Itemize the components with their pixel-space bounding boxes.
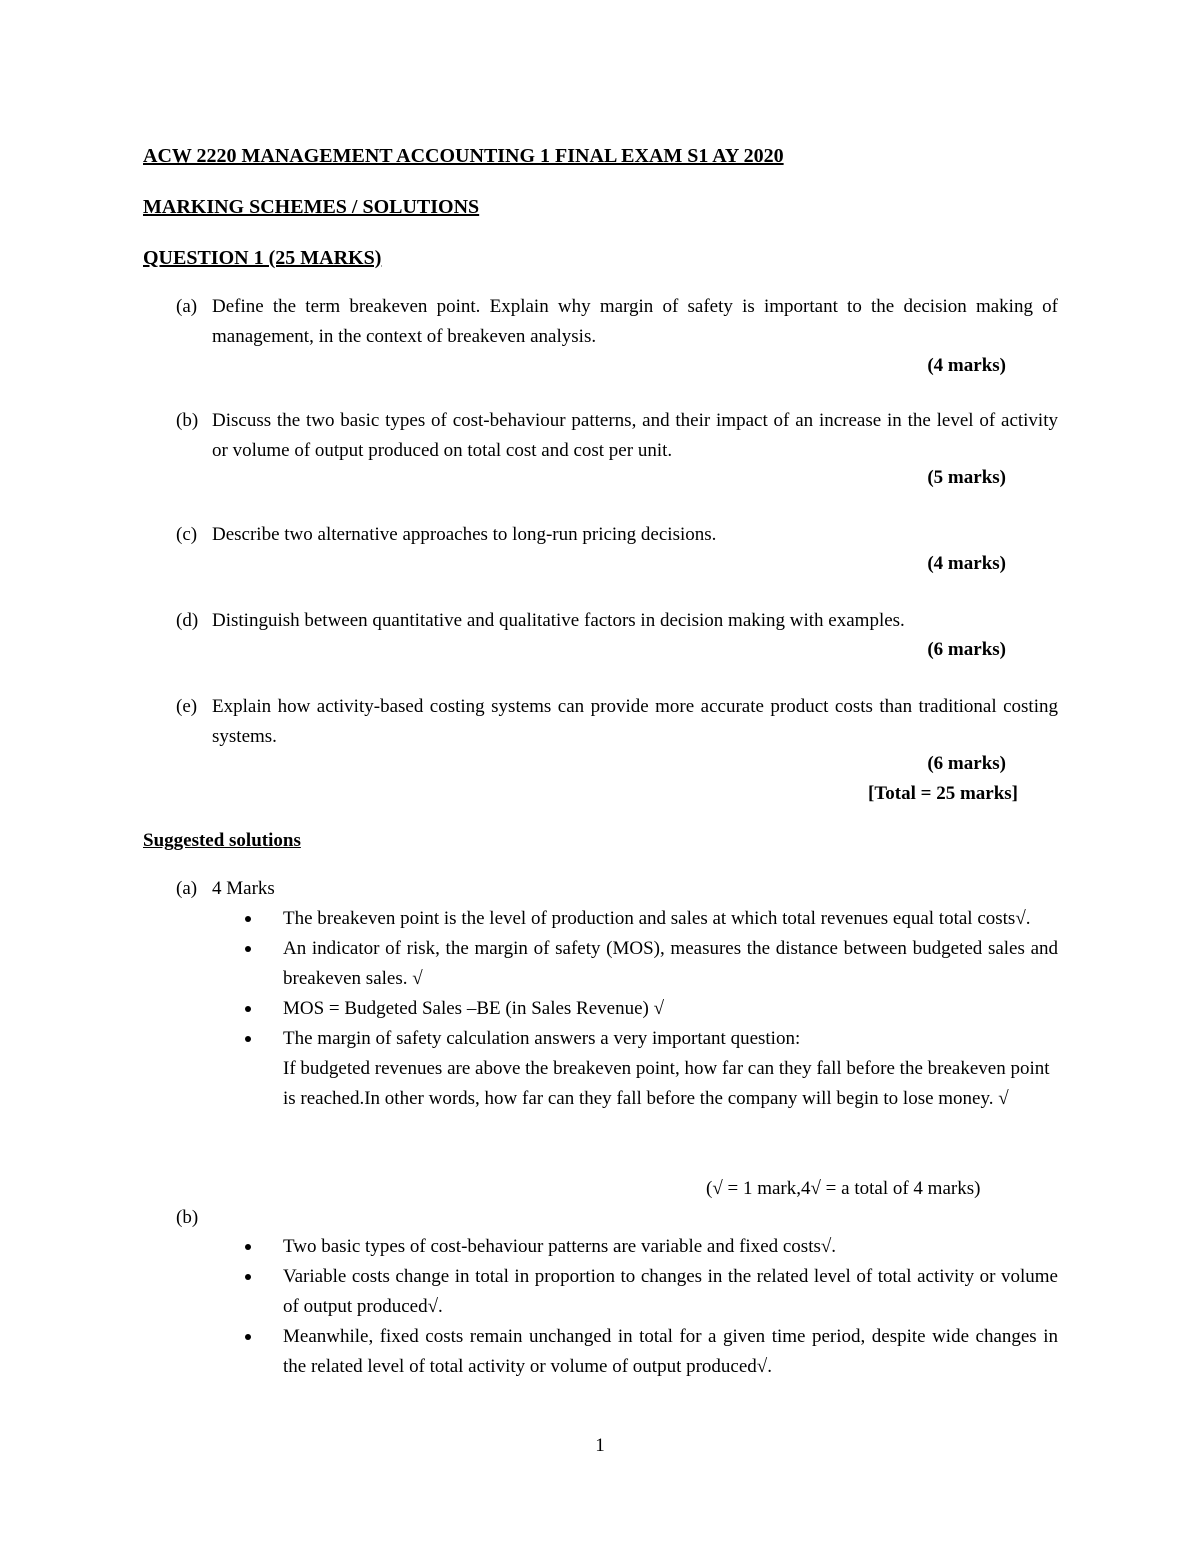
question-label: (e): [176, 696, 198, 717]
solution-a-bullets: [245, 904, 1058, 1114]
total-marks: [Total = 25 marks]: [868, 783, 1018, 804]
list-item: The margin of safety calculation answers a very important question: If budgeted revenues are above the breakeven point, how far can they fall before the breakeven point is reached.In other words, how far can they fall before the company will begin to lose money. √: [245, 1024, 1058, 1114]
solution-label: (a): [176, 878, 198, 899]
bullet-icon: [245, 1274, 251, 1280]
question-label: (d): [176, 610, 199, 631]
marks-note: (√ = 1 mark,4√ = a total of 4 marks): [706, 1178, 981, 1199]
list-item: Two basic types of cost-behaviour patterns are variable and fixed costs√.: [245, 1232, 1058, 1262]
question-label: (b): [176, 410, 199, 431]
bullet-icon: [245, 946, 251, 952]
solution-label: (b): [176, 1207, 199, 1228]
list-item: An indicator of risk, the margin of safety (MOS), measures the distance between budgeted sales and breakeven sales. √: [245, 934, 1058, 994]
question-c: [176, 520, 1058, 550]
question-label: (a): [176, 296, 198, 317]
question-marks: (6 marks): [927, 753, 1006, 774]
question-marks: (4 marks): [927, 553, 1006, 574]
question-text: Explain how activity-based costing systems can provide more accurate product costs than traditional costing systems.: [212, 696, 1058, 747]
solutions-heading: Suggested solutions: [143, 830, 301, 851]
list-item: Variable costs change in total in proportion to changes in the related level of total activity or volume of output produced√.: [245, 1262, 1058, 1322]
question-marks: (4 marks): [927, 355, 1006, 376]
question-text: Describe two alternative approaches to long-run pricing decisions.: [212, 524, 717, 545]
document-title: ACW 2220 MANAGEMENT ACCOUNTING 1 FINAL EXAM S1 AY 2020: [143, 145, 784, 167]
question-text: Discuss the two basic types of cost-behaviour patterns, and their impact of an increase in the level of activity or volume of output produced on total cost and cost per unit.: [212, 410, 1058, 461]
question-text: Define the term breakeven point. Explain why margin of safety is important to the decision making of management, in the context of breakeven analysis.: [212, 296, 1058, 347]
question-marks: (5 marks): [927, 467, 1006, 488]
question-d: [176, 606, 1058, 636]
solution-a-label: [176, 874, 275, 904]
solution-b-label: [176, 1203, 198, 1233]
bullet-icon: [245, 916, 251, 922]
list-item: MOS = Budgeted Sales –BE (in Sales Revenue) √: [245, 994, 1058, 1024]
question-label: (c): [176, 524, 198, 545]
solution-title: 4 Marks: [212, 878, 275, 899]
bullet-continuation: If budgeted revenues are above the breakeven point, how far can they fall before the breakeven point is reached.In other words, how far can they fall before the company will begin to lose money. √: [283, 1058, 1050, 1109]
question-text: Distinguish between quantitative and qualitative factors in decision making with examples.: [212, 610, 905, 631]
list-item: Meanwhile, fixed costs remain unchanged in total for a given time period, despite wide changes in the related level of total activity or volume of output produced√.: [245, 1322, 1058, 1382]
question-a: [176, 292, 1058, 352]
bullet-icon: [245, 1036, 251, 1042]
document-subtitle: MARKING SCHEMES / SOLUTIONS: [143, 196, 480, 218]
list-item: The breakeven point is the level of production and sales at which total revenues equal total costs√.: [245, 904, 1058, 934]
solution-b-bullets: [245, 1232, 1058, 1382]
bullet-icon: [245, 1334, 251, 1340]
question-marks: (6 marks): [927, 639, 1006, 660]
question-b: [176, 406, 1058, 466]
question-e: [176, 692, 1058, 752]
page-number: 1: [595, 1435, 605, 1456]
question-heading: QUESTION 1 (25 MARKS): [143, 247, 382, 269]
bullet-icon: [245, 1006, 251, 1012]
bullet-icon: [245, 1244, 251, 1250]
